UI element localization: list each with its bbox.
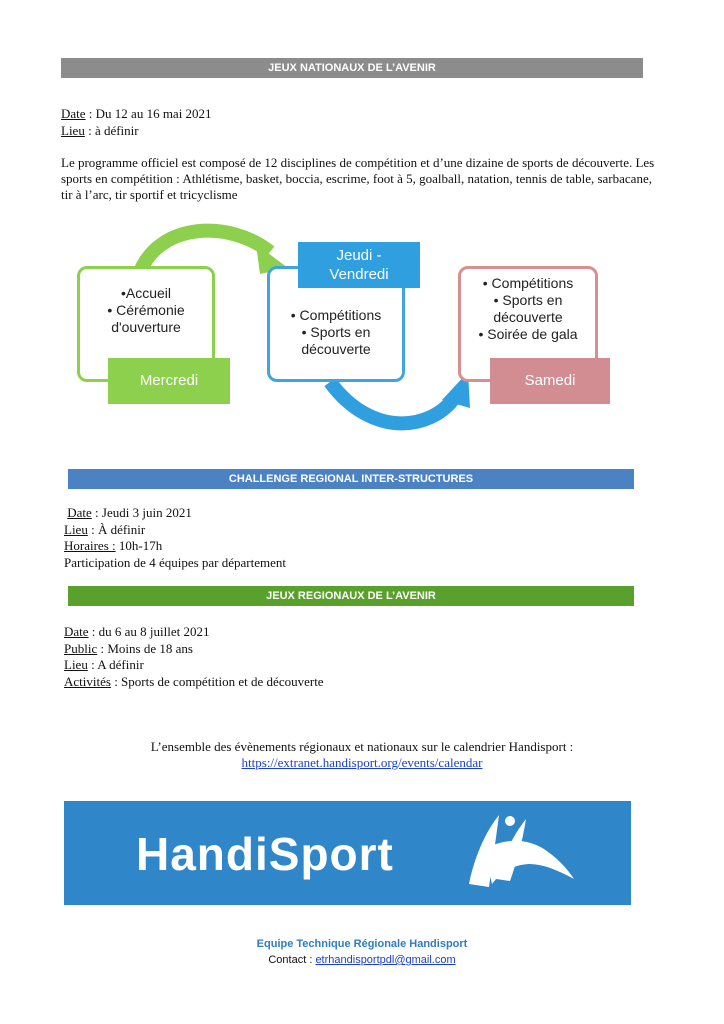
date-label: Date: [67, 505, 92, 520]
national-place-row: [61, 123, 212, 140]
athlete-logo-icon: [444, 809, 594, 899]
contact-row: [0, 952, 724, 968]
challenge-place-row: [64, 522, 286, 539]
handisport-logo: [64, 801, 631, 905]
date-label: Date: [61, 106, 86, 121]
national-date-row: [61, 106, 212, 123]
section-banner-regional: JEUX REGIONAUX DE L’AVENIR: [68, 586, 634, 606]
section-banner-challenge: CHALLENGE REGIONAL INTER-STRUCTURES: [68, 469, 634, 489]
hours-label: Horaires :: [64, 538, 116, 553]
saturday-item: • Compétitions: [482, 275, 574, 291]
tag-friday-line: Vendredi: [329, 266, 389, 283]
calendar-note: [0, 739, 724, 771]
public-label: Public: [64, 640, 98, 656]
team-name: Equipe Technique Régionale Handisport: [256, 938, 468, 950]
regional-date-row: [64, 624, 324, 641]
regional-info: [64, 624, 324, 690]
tag-thursday-line: Jeudi -: [336, 247, 382, 264]
challenge-hours-row: [64, 538, 286, 555]
place-label: Lieu: [64, 521, 88, 537]
saturday-item: • Sports en: [493, 292, 563, 308]
tag-wednesday: Mercredi: [108, 358, 230, 404]
thursday-item: découverte: [301, 341, 371, 357]
tag-saturday: Samedi: [490, 358, 610, 404]
national-info: [61, 106, 212, 139]
hours-value: 10h-17h: [115, 538, 163, 553]
wednesday-item: • Cérémonie: [107, 302, 185, 318]
wednesday-item: •Accueil: [120, 285, 172, 301]
schedule-diagram: [70, 222, 630, 452]
section-banner-national: JEUX NATIONAUX DE L’AVENIR: [61, 58, 643, 78]
logo-wordmark: HandiSport: [136, 828, 394, 880]
saturday-item: découverte: [493, 309, 563, 325]
activities-label: Activités: [64, 673, 111, 689]
calendar-link[interactable]: https://extranet.handisport.org/events/calendar: [241, 755, 483, 770]
contact-label: Contact :: [268, 954, 316, 966]
blue-arrow-icon: [330, 382, 455, 423]
thursday-item: • Compétitions: [290, 307, 382, 323]
date-value: : Du 12 au 16 mai 2021: [85, 106, 212, 121]
date-value: : du 6 au 8 juillet 2021: [88, 624, 210, 639]
place-label: Lieu: [61, 122, 85, 138]
date-value: : Jeudi 3 juin 2021: [91, 505, 192, 520]
regional-place-row: [64, 657, 324, 674]
regional-public-row: [64, 641, 324, 658]
activities-value: : Sports de compétition et de découverte: [110, 673, 324, 689]
place-value: : A définir: [87, 657, 144, 672]
program-paragraph: Le programme officiel est composé de 12 disciplines de compétition et d’une dizaine de sports de découverte. Les sports en compétition : Athlétisme, basket, boccia, escrime, foot à 5, goalball, natation, tennis de table, sarbacane, tir à l’arc, tir sportif et tricyclisme: [61, 155, 655, 202]
thursday-item: • Sports en: [301, 324, 371, 340]
regional-activities-row: [64, 674, 324, 691]
contact-email-link[interactable]: etrhandisportpdl@gmail.com: [315, 954, 456, 966]
challenge-info: [64, 505, 286, 571]
date-label: Date: [64, 624, 89, 639]
challenge-date-row: [64, 505, 286, 522]
wednesday-item: d'ouverture: [111, 319, 181, 335]
challenge-participation-row: Participation de 4 équipes par département: [64, 554, 287, 570]
public-value: : Moins de 18 ans: [97, 640, 193, 656]
calendar-text: L’ensemble des évènements régionaux et nationaux sur le calendrier Handisport :: [150, 739, 574, 754]
saturday-item: • Soirée de gala: [478, 326, 578, 342]
place-label: Lieu: [64, 657, 88, 672]
footer: [0, 936, 724, 968]
place-value: : à définir: [84, 122, 139, 138]
tag-thursday-friday: [298, 242, 420, 288]
place-value: : À définir: [87, 521, 146, 537]
